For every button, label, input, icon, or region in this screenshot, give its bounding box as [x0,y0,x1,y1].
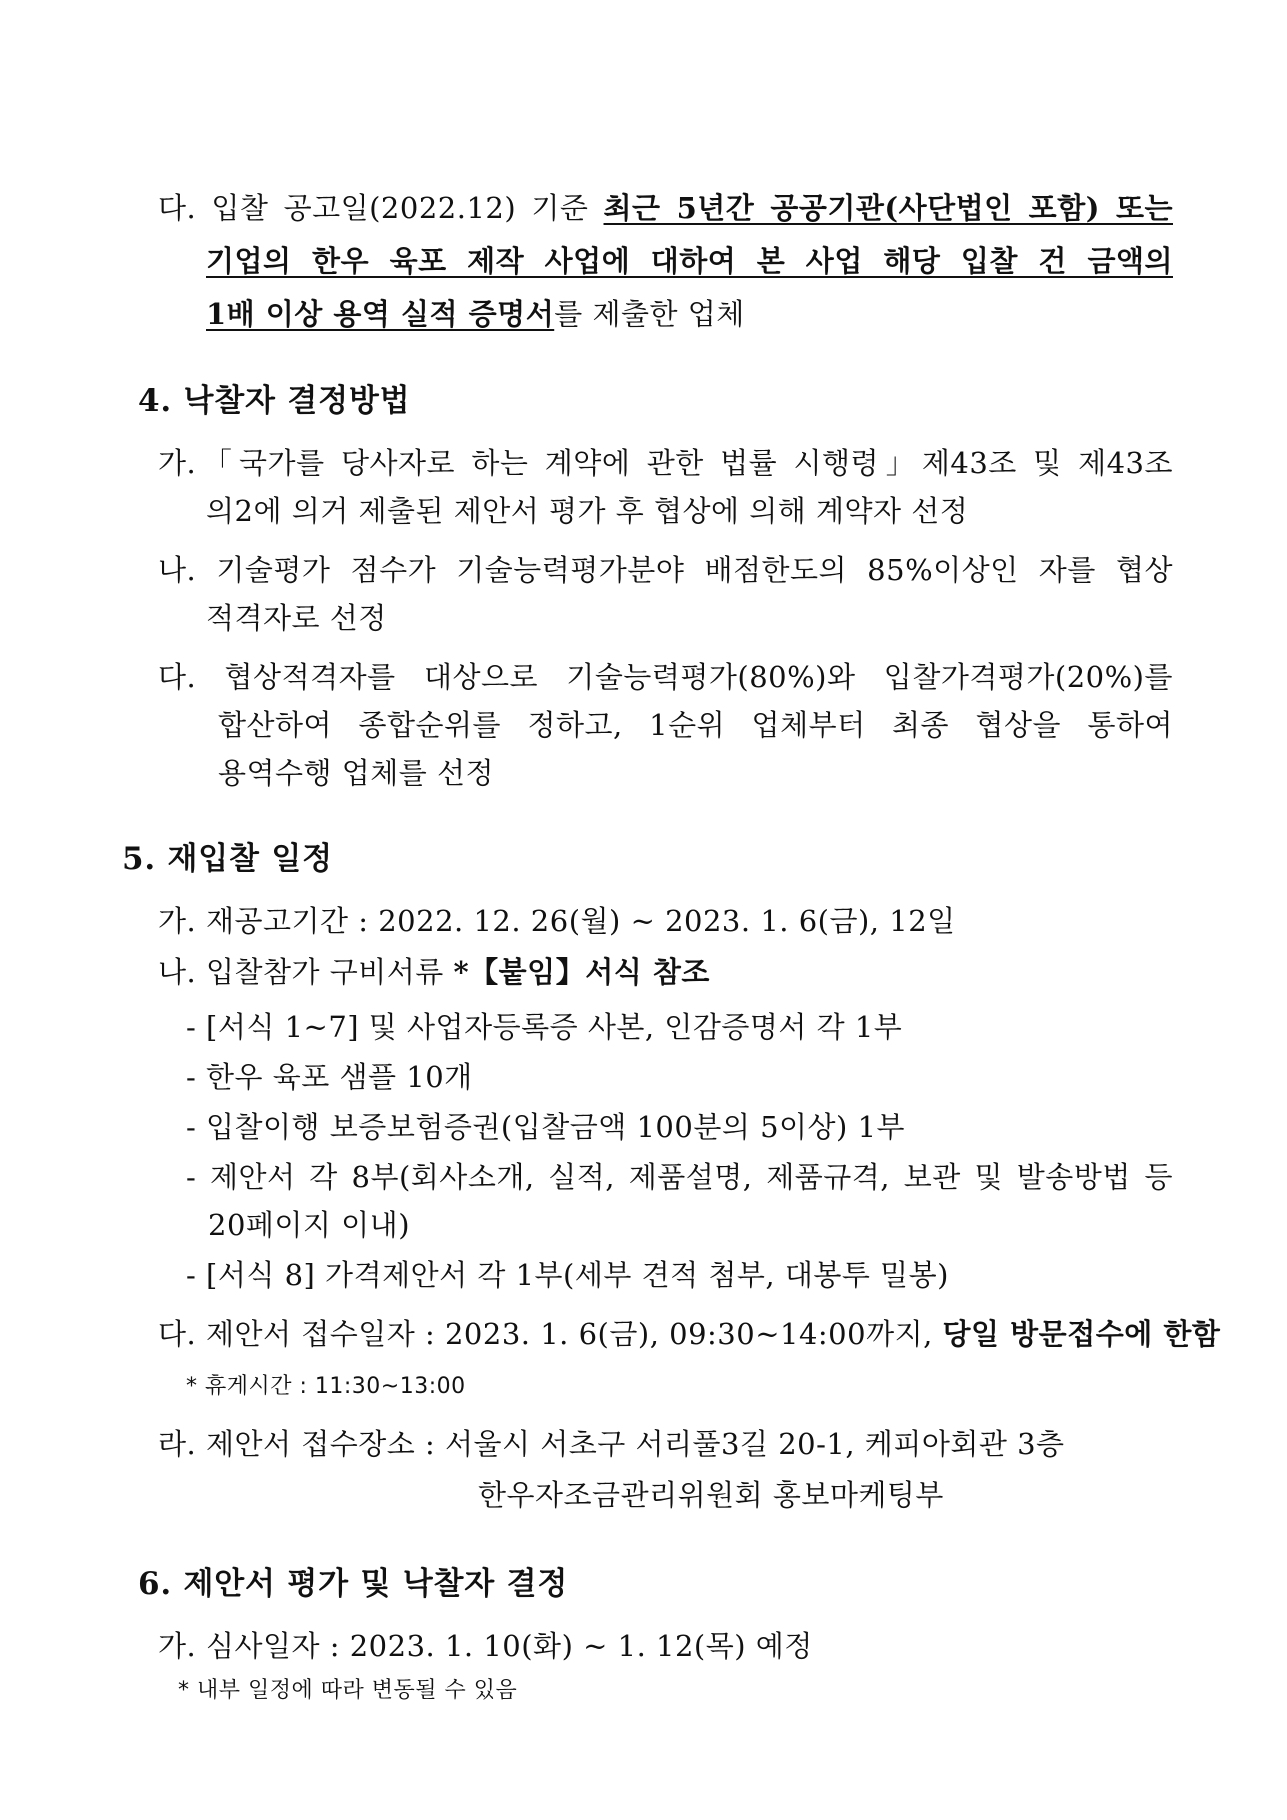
section-5-item-na-reference: *【붙임】서식 참조 [453,955,710,989]
criteria-item-da-text: 입찰 공고일(2022.12) 기준 [211,191,604,225]
criteria-item-da-emphasis-end: 1배 이상 용역 실적 증명서 [206,297,555,331]
section-4-item-na-line1: 나. 기술평가 점수가 기술능력평가분야 배점한도의 85%이상인 자를 협상 [158,553,1173,587]
section-4-item-da-line1: 다. 협상적격자를 대상으로 기술능력평가(80%)와 입찰가격평가(20%)를 [158,660,1173,694]
criteria-item-da-marker: 다. [158,191,197,225]
schedule-change-note: * 내부 일정에 따라 변동될 수 있음 [178,1678,518,1703]
section-4-item-ga-line1: 가.「국가를 당사자로 하는 계약에 관한 법률 시행령」제43조 및 제43조 [158,446,1173,480]
criteria-item-da-line2: 기업의 한우 육포 제작 사업에 대하여 본 사업 해당 입찰 건 금액의 [206,244,1173,278]
section-5-item-da [158,1314,1220,1354]
section-4-item-da-line2: 합산하여 종합순위를 정하고, 1순위 업체부터 최종 협상을 통하여 [218,708,1173,742]
section-5-item-ra-line1: 라. 제안서 접수장소 : 서울시 서초구 서리풀3길 20-1, 케피아회관 3층 [158,1427,1065,1461]
criteria-item-da-line1 [158,188,1173,228]
section-5-item-ra-line2: 한우자조금관리위원회 홍보마케팅부 [478,1478,944,1512]
section-4-item-ga-line2: 의2에 의거 제출된 제안서 평가 후 협상에 의해 계약자 선정 [206,494,969,528]
section-6-item-ga: 가. 심사일자 : 2023. 1. 10(화) ~ 1. 12(목) 예정 [158,1629,813,1663]
required-doc-3: - 입찰이행 보증보험증권(입찰금액 100분의 5이상) 1부 [186,1110,906,1144]
section-6-heading: 6. 제안서 평가 및 낙찰자 결정 [138,1566,569,1602]
required-doc-4-line2: 20페이지 이내) [208,1208,411,1242]
section-4-heading: 4. 낙찰자 결정방법 [138,383,411,419]
criteria-item-da-line3 [206,294,745,334]
required-doc-4-line1: - 제안서 각 8부(회사소개, 실적, 제품설명, 제품규격, 보관 및 발송방법 등 [186,1160,1173,1194]
section-5-heading: 5. 재입찰 일정 [122,841,333,877]
required-doc-1: - [서식 1~7] 및 사업자등록증 사본, 인감증명서 각 1부 [186,1010,903,1044]
section-4-item-da-line3: 용역수행 업체를 선정 [218,756,495,790]
required-doc-5: - [서식 8] 가격제안서 각 1부(세부 견적 첨부, 대봉투 밀봉) [186,1258,949,1292]
section-5-item-na [158,952,710,992]
criteria-item-da-text-end: 를 제출한 업체 [554,297,745,331]
criteria-item-da-emphasis: 최근 5년간 공공기관(사단법인 포함) 또는 [603,191,1173,225]
section-5-item-da-text: 다. 제안서 접수일자 : 2023. 1. 6(금), 09:30~14:00까지, [158,1317,943,1351]
break-time-note: * 휴게시간 : 11:30~13:00 [186,1374,466,1399]
section-5-item-da-emphasis: 당일 방문접수에 한함 [942,1317,1221,1351]
section-4-item-na-line2: 적격자로 선정 [206,601,387,635]
required-doc-2: - 한우 육포 샘플 10개 [186,1060,473,1094]
section-5-item-ga: 가. 재공고기간 : 2022. 12. 26(월) ~ 2023. 1. 6(금), 12일 [158,904,956,938]
section-5-item-na-text: 나. 입찰참가 구비서류 [158,955,454,989]
